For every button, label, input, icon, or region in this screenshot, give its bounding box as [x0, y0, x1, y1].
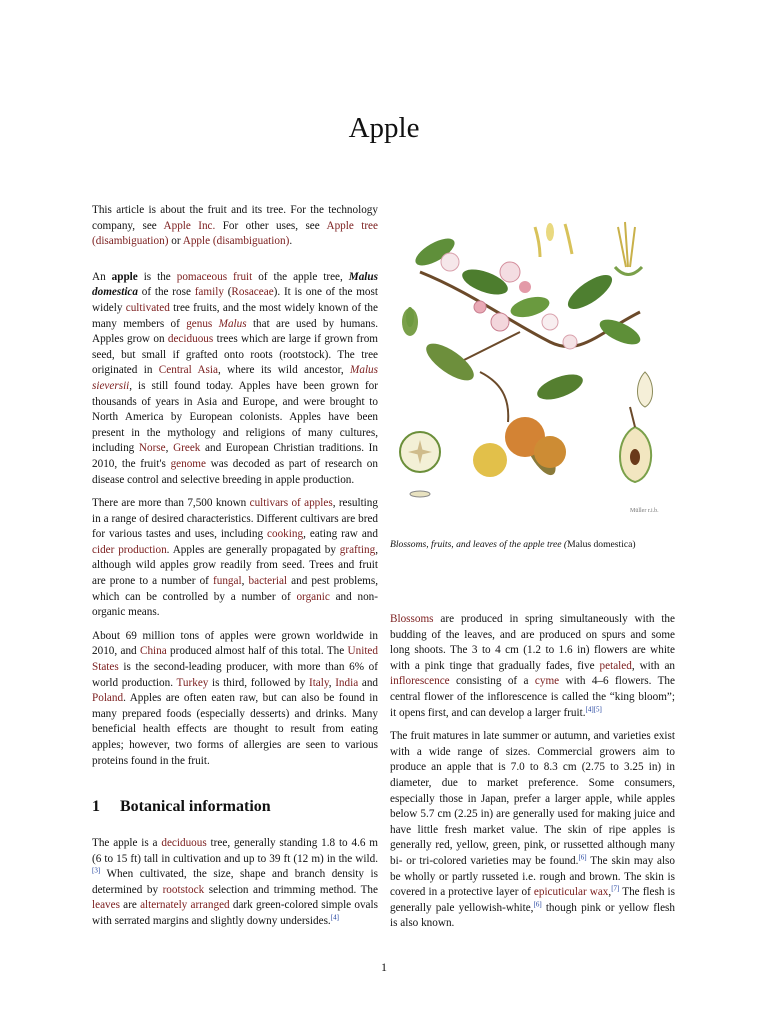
figure-caption: Blossoms, fruits, and leaves of the apple tree (Malus domestica) — [390, 539, 636, 550]
link-greek[interactable]: Greek — [173, 442, 201, 455]
link-apple-inc[interactable]: Apple Inc. — [163, 219, 216, 232]
link-malus-sieversii[interactable]: Malus sieversii — [92, 364, 378, 392]
link-malus[interactable]: Malus — [218, 317, 247, 330]
link-epicuticular-wax[interactable]: epicuticular wax — [533, 886, 609, 899]
link-deciduous-2[interactable]: deciduous — [161, 837, 207, 849]
link-pomaceous-fruit[interactable]: pomaceous fruit — [176, 270, 253, 283]
ref-4[interactable]: [4] — [330, 913, 339, 922]
link-norse[interactable]: Norse — [138, 442, 166, 455]
ref-6b[interactable]: [6] — [533, 899, 542, 908]
link-cider-production[interactable]: cider production — [92, 543, 167, 556]
section-heading-botanical: 1 Botanical information — [92, 798, 271, 815]
link-genome[interactable]: genome — [170, 457, 206, 470]
link-turkey[interactable]: Turkey — [176, 676, 209, 689]
link-bacterial[interactable]: bacterial — [248, 575, 288, 588]
link-cyme[interactable]: cyme — [534, 675, 560, 688]
link-cultivars-of-apples[interactable]: cultivars of apples — [249, 497, 333, 510]
right-column — [390, 612, 675, 940]
link-cultivated[interactable]: cultivated — [125, 301, 170, 314]
link-rootstock[interactable]: rootstock — [162, 883, 205, 896]
link-family[interactable]: family — [194, 286, 224, 299]
ref-4-5[interactable]: [4][5] — [585, 704, 602, 713]
link-china[interactable]: China — [139, 645, 167, 658]
link-leaves[interactable]: leaves — [92, 899, 120, 912]
illustrator-signature: Müller r.i.b. — [630, 508, 659, 514]
link-italy[interactable]: Italy — [308, 676, 329, 689]
intro-paragraph: An apple is the pomaceous fruit of the apple tree, Malus domestica of the rose family (Rosaceae). It is one of the most widely cultivated tree fruits, and the most widely known of the many members of genus Malus that are used by humans. Apples grow on deciduous trees which are large if grown from seed, but small if grafted onto roots (rootstock). The tree originated in Central Asia, where its wild ancestor, Malus sieversii, is still found today. Apples have been grown for thousands of years in Asia and Europe, and were brought to North America by European colonists. Apples have been present in the mythology and religions of many cultures, including Norse, Greek and European Christian traditions. In 2010, the fruit's genome was decoded as part of research on disease control and selective breeding in apple production. — [92, 270, 379, 486]
left-column — [92, 203, 378, 777]
link-apple-disambiguation[interactable]: Apple (disambiguation) — [182, 235, 290, 248]
botanical-paragraph: The apple is a deciduous tree, generally standing 1.8 to 4.6 m (6 to 15 ft) tall in cultivation and up to 39 ft (12 m) in the wild.[3] When cultivated, the size, shape and branch density is determined by rootstock selection and trimming method. The leaves are alternately arranged dark green-colored simple ovals with serrated margins and slightly downy undersides.[4] — [92, 837, 378, 927]
blossoms-paragraph: Blossoms are produced in spring simultaneously with the budding of the leaves, and are produced on spurs and some long shoots. The 3 to 4 cm (1.2 to 1.6 in) flowers are white with a pink tinge that gradually fades, five petaled, with an inflorescence consisting of a cyme with 4–6 flowers. The central flower of the inflorescence is called the “king bloom”; it opens first, and can develop a larger fruit.[4][5] — [390, 613, 676, 719]
ref-7[interactable]: [7] — [611, 884, 620, 893]
page-number: 1 — [381, 960, 387, 974]
link-petaled[interactable]: petaled — [599, 659, 632, 672]
link-central-asia[interactable]: Central Asia — [158, 364, 218, 377]
link-united-states[interactable]: United States — [92, 645, 378, 674]
link-apple-tree-disambiguation[interactable]: Apple tree (disambiguation) — [92, 219, 378, 248]
apple-illustration[interactable] — [390, 212, 680, 532]
link-genus[interactable]: genus — [186, 317, 213, 330]
link-cooking[interactable]: cooking — [267, 528, 304, 541]
page-title: Apple — [348, 112, 420, 144]
link-deciduous[interactable]: deciduous — [167, 333, 214, 346]
link-fungal[interactable]: fungal — [213, 575, 242, 588]
link-india[interactable]: India — [335, 676, 359, 689]
ref-3[interactable]: [3] — [92, 866, 101, 875]
link-rosaceae[interactable]: Rosaceae — [231, 286, 274, 299]
link-poland[interactable]: Poland — [92, 692, 124, 705]
link-inflorescence[interactable]: inflorescence — [390, 675, 450, 688]
cultivars-paragraph: There are more than 7,500 known cultivars of apples, resulting in a range of desired characteristics. Different cultivars are bred for various tastes and uses, including cooking, eating raw and cider production. Apples are generally propagated by grafting, although wild apples grow readily from seed. Trees and fruit are prone to a number of fungal, bacterial and pest problems, which can be controlled by a number of organic and non-organic means. — [92, 497, 379, 619]
hatnote: This article is about the fruit and its tree. For the technology company, see Apple Inc. For other uses, see Apple tree (disambiguation) or Apple (disambiguation). — [92, 204, 378, 248]
botanical-drawing — [390, 212, 680, 532]
ref-6[interactable]: [6] — [578, 853, 587, 862]
production-paragraph: About 69 million tons of apples were grown worldwide in 2010, and China produced almost half of this total. The United States is the second-leading producer, with more than 6% of world production. Turkey is third, followed by Italy, India and Poland. Apples are often eaten raw, but can also be found in many prepared foods (especially desserts) and drinks. Many beneficial health effects are thought to result from eating apples; however, two forms of allergies are seen to various proteins found in the fruit. — [92, 629, 379, 767]
link-blossoms[interactable]: Blossoms — [390, 613, 434, 625]
link-alternately-arranged[interactable]: alternately arranged — [140, 899, 230, 912]
link-grafting[interactable]: grafting — [339, 543, 376, 556]
link-organic[interactable]: organic — [296, 590, 330, 603]
fruit-paragraph: The fruit matures in late summer or autumn, and varieties exist with a wide range of sizes. Commercial growers aim to produce an apple that is 7.0 to 8.3 cm (2.75 to 3.25 in) in diameter, due to market preference. Some consumers, especially those in Japan, prefer a larger apple, while apples below 5.7 cm (2.25 in) are generally used for making juice and have little fresh market value. The skin of ripe apples is generally red, yellow, green, pink, or russetted although many bi- or tri-colored varieties may be found.[6] The skin may also be wholly or partly russeted i.e. rough and brown. The skin is covered in a protective layer of epicuticular wax,[7] The flesh is generally pale yellowish-white,[6] though pink or yellow flesh is also known. — [390, 730, 675, 930]
